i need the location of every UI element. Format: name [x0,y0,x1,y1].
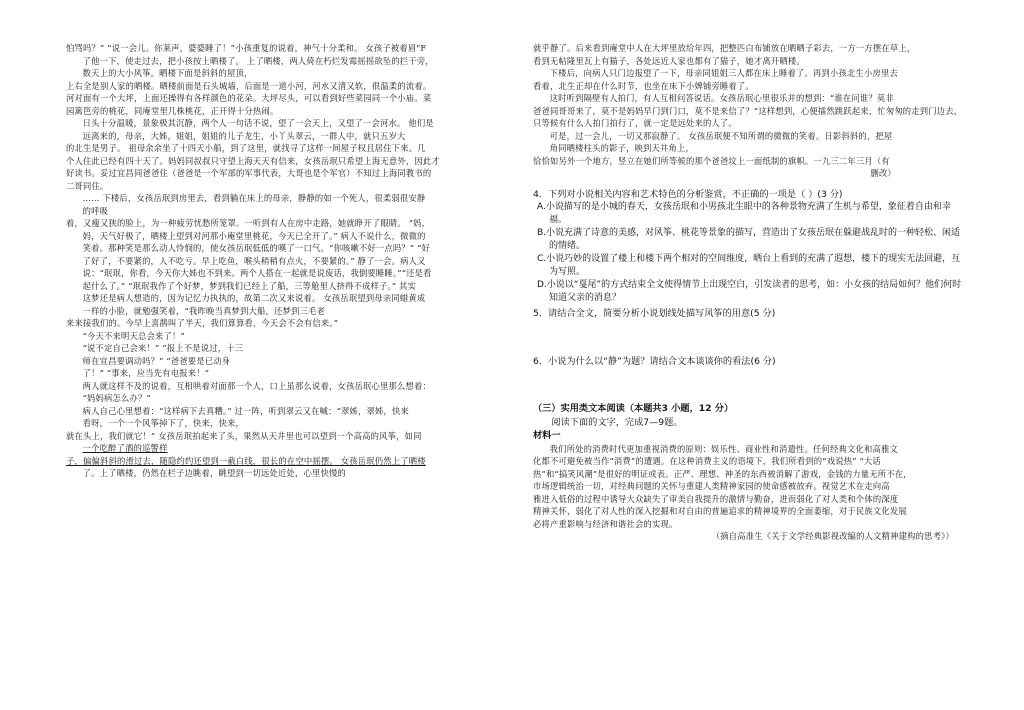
story-line: 看呀，一个一个风筝掉下了，快来，快来， [82,418,245,428]
story-line: 上右全是别人家的晒楼。晒楼前面是石头城墙，后面是一道小河，河水又清又软，很温柔的流着。 [66,80,432,91]
story-line-underlined: 一个吃醉了酒的巡警样 [82,443,168,453]
question-5: 5．请结合全文，简要分析小说划线处描写风筝的用意(5 分) [533,308,776,319]
story-line: 爸爸同哥哥来了，莫不是妈妈早门到门口，莫不是来信了？”这样想到，心便擂然跳跃起来，忙匆匆的走到门边去， [533,105,963,116]
story-line: 一样的小脸，就勉强笑着，“我昨晚当真梦到大船，还梦到三毛老 [82,305,325,316]
section-3-title: （三）实用类文本阅读（本题共3 小题，12 分） [533,403,734,414]
material-line: 热”和“搞笑风潮”是很好的明证或表。正严、理想、神圣的东西被消解了游戏，金钱的力量无所不在， [533,468,912,479]
story-line: 恰恰如另外一个地方，竖立在她们所等候的那个爸爸坟上一面纸制的旗帜。一九三二年三月（有 [533,155,890,166]
material-line: 化都不可避免被当作“消费”的遭遇。在这种消费主义的语境下，我们所看到的“戏说热” “大话 [533,456,881,466]
story-line: “妈妈病怎么办？” [82,393,151,403]
story-line: 说：“珉珉，你看，今天你大姊也不到来。两个人搭在一起就是说废话，我倒要睡睡。”“还是看 [82,268,432,278]
question-4-option-a: A.小说描写的是小城的春天，女孩岳珉和小男孩北生眼中的各种景物充满了生机与希望，象征着自由和幸福。 [537,202,951,225]
material-citation: （摘自高准生《关于文学经典影视改编的人文精神建构的思考》） [711,531,954,541]
story-line: 妈，天气好极了，晒楼上望到对河那小庵堂里桃花，今天已全开了。” 病人不说什么，微微的 [82,230,426,241]
story-line: 了。上了晒楼，仍然在栏子边眺着，眺望到一切远处近处，心里快慢的 [82,468,346,478]
story-line: 的呼吸 [82,205,109,216]
story-line: “说不定自己会来！” “报上不是说过，十三 [82,343,244,353]
story-line: 日头十分温暖，景象极其沉静，两个人一句话不说，望了一会天上，又望了一会河水。 他们是 [82,118,434,128]
material-line: 我们所处的消费时代更加重视消费的原则：娱乐性、商业性和消遣性。任何经典文化和高雅文 [549,443,898,454]
material-line: 必将产重影响与经济和谐社会的实现。 [533,518,678,529]
underlined-segment: 子，偏偏斜斜的滑过去，随隐约约还望到一截白线，很长的在空中摇摆。 女孩岳珉仍然上了晒楼 [66,455,426,466]
section-3-instruction: 阅读下面的文字，完成7—9题。 [551,416,683,428]
story-line: 看到无帖隆里瓦上有猫子，各处远近人家也都有了猫子，她才离开晒楼。 [533,55,805,66]
material-line: 精神关怀，弱化了对人性的深入挖掘和对自由的普遍追求的精神境界的全面萎缩，对于民族文化发展 [533,506,907,516]
story-line: 可是，过一会儿，一切又那寂静了。 女孩岳珉便不知所谓的微微的笑着。日影斜斜的，把屋 [549,130,893,141]
story-line: 园篱笆旁的桃花，同庵堂里几株桃花，正开得十分热闹。 [66,105,279,116]
story-line: 笑着。那种笑是那么动人怜悯的，使女孩岳珉低低的嘆了一口气。“你咳嗽不好一点吗？” “好 [82,243,431,253]
story-line: 起什么了。” “珉珉我作了个好梦，梦到我们已经上了船，三等舱里人挤得不成样子。” 其实 [82,280,417,291]
story-line: 角同晒楼柱头的影子，映到天井角上， [549,143,695,153]
story-line: 就乎静了。后来看到庵堂中人在大坪里放给年四，把整匹白布铺放在晒晒子彩去，一方一方摆在草上， [533,43,916,53]
story-line: 河对面有一个大坪，上面还操得有各样颜色的花朵。大坪尽头，可以看到好些菜园同一个小庙。菜 [66,93,432,103]
story-line: 就在头上，我们就它！” 女孩岳珉拍起来了头，果然从天井里也可以望到一个高高的风筝，如同 [66,430,422,441]
story-line: 来来接我们的。今早上喜鹊叫了半天，我们算算看，今天会不会有信来。” [66,318,339,328]
question-6: 6．小说为什么以“静”为题？请结合文本谈谈你的看法(6 分) [533,355,776,367]
story-line: …… 下楼后，女孩岳珉到房里去，看到躺在床上的母亲，静静的如一个死人，很柔弱很安静 [82,193,426,203]
story-line: 这时听到隔壁有人拍门，有人互相问答说话。女孩岳珉心里很乐并的想到：“谁在问谁？莫非 [549,93,894,103]
question-4-stem: 4．下列对小说相关内容和艺术特色的分析鉴赏，不正确的一项是（ ）(3 分) [533,188,843,200]
story-line: 病人自己心里想着：“这样病下去真糟。” 过一阵，听到翠云又在喊：“翠姊，翠姊，快来 [82,405,409,416]
left-column [66,42,499,480]
story-line: 怕骂吗？” “说一会儿。你莱声，婆婆睡了！”小孩重复的说着，神气十分柔和。 女孩子被着眉"F [66,43,427,53]
story-line: 下楼后，向病人只门边报望了一下，母亲同姐姐三人都在床上睡着了。再到小孩北生小房里去 [549,68,898,78]
story-line: 着，又瘦又狭的脸上，为一种疲劳忧愁所笼罩。一听到有人在房中走路，她就睁开了眼睛。 “妈， [66,218,431,228]
story-line: 二哥同住。 [66,180,109,191]
question-4-option-c: C.小说巧妙的设置了楼上和楼下两个相对的空间维度，晒台上看到的充满了遐想，楼下的现实无法回避，互为写照。 [537,254,961,277]
story-line: 师在宜昌要调动吗？” “爸爸要是已动身 [82,355,231,366]
story-line: 数天上的大小风筝。晒楼下面是斜斜的屋顶， [82,68,253,78]
story-line-underlined [66,455,499,468]
question-4-option-d: D.小说以“戛尾”的方式结束全文使得情节上出现空白，引发读者的思考，如：小女孩的结局如何？他们何时知道父亲的消息？ [537,280,962,303]
story-line: 了好了，不要紧的，人不吃亏。早上吃鱼，喉头稍稍有点火，不要紧的。” 静了一会。病人又 [82,255,426,266]
story-line: 两人就这样不及的说着，互相哄着对面那一个人，口上虽那么说着，女孩岳珉心里那么想着： [82,380,431,391]
story-line: “今天不来明天总会来了！” [82,330,185,341]
story-line: 个人住此已经有四十天了。妈妈同叔叔只守望上海天天有信来，女孩岳珉只希望上海无意外，因此才 [66,155,440,166]
material-line: 雅进入低俗的过程中诱导大众缺失了审美自我提升的激情与勤奋，进而弱化了对人类和个体的深度 [533,493,899,504]
material-line: 市场逻辑统治一切，对经典问题的关怀与重建人类精神家园的使命感被放弃。视觉艺术在走向高 [533,481,890,491]
story-line: 了！” “事来，应当先有电报来！” [82,368,210,378]
story-line: 只等候有什么人拍门拍行了，就一定是远处来的人了。 [533,118,737,128]
story-line: 好读书。妥过宜昌同爸爸住（爸爸是一个军部的军事代表，大哥也是个军官）不知过上海同教书的 [66,168,432,178]
story-line: 这梦还是病人想造的，因为记忆力执执的，故第二次又来说着。 女孩岳珉望到母亲同蜡黄成 [82,293,426,303]
story-source-note: 删改） [870,168,896,178]
question-4-option-b: B.小说充满了诗意的美感，对风筝、桃花等景象的描写，营造出了女孩岳珉在躲避战乱时的一种轻松、闲适的情绪。 [537,228,961,251]
right-column [533,42,964,543]
story-line: 看着，北生正却在什么时节，也坐在床下小婢铺旁睡着了。 [533,80,754,91]
story-line: 了他一下，使走过去，把小孩按上晒楼了。 上了晒楼，两人倚在朽烂发霉摇摇欲坠的拦干旁， [82,55,434,66]
story-line: 的北生是男子。 祖母余余坐了十四天小船，到了这里，就找寻了这样一间屋子权且居住下来。几 [66,143,426,153]
material-label: 材料一 [533,430,561,441]
story-line: 远离来的，母亲，大姊，姐姐，姐姐的儿子龙生，小丫头翠云，一群人中，就只五岁大 [82,130,406,141]
